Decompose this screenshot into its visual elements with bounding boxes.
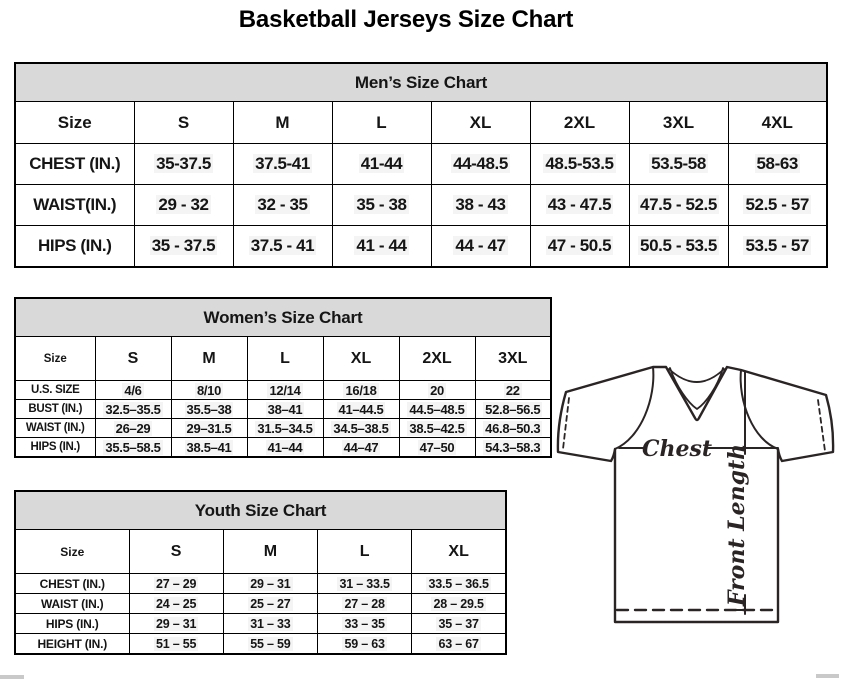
scrollbar-fragment-right	[816, 674, 839, 678]
youth-row-label: HIPS (IN.)	[15, 614, 129, 634]
youth-column-header: L	[318, 530, 412, 574]
youth-value-cell: 59 – 63	[318, 634, 412, 655]
youth-table-row	[15, 614, 506, 634]
womens-table-row	[15, 419, 551, 438]
youth-value-cell: 27 – 28	[318, 594, 412, 614]
youth-table-row	[15, 594, 506, 614]
womens-table-row	[15, 400, 551, 419]
womens-value-cell: 32.5–35.5	[95, 400, 171, 419]
mens-value-cell: 37.5-41	[233, 144, 332, 185]
womens-value-cell: 31.5–34.5	[247, 419, 323, 438]
mens-value-cell: 32 - 35	[233, 185, 332, 226]
youth-table-title: Youth Size Chart	[15, 491, 506, 530]
youth-value-cell: 55 – 59	[223, 634, 317, 655]
womens-value-cell: 41–44.5	[323, 400, 399, 419]
youth-value-cell: 27 – 29	[129, 574, 223, 594]
mens-row-label: HIPS (IN.)	[15, 226, 134, 268]
mens-table-row	[15, 226, 827, 268]
mens-value-cell: 44-48.5	[431, 144, 530, 185]
mens-column-header: 2XL	[530, 102, 629, 144]
scrollbar-fragment-left	[0, 675, 24, 679]
womens-value-cell: 44–47	[323, 438, 399, 458]
youth-row-label: WAIST (IN.)	[15, 594, 129, 614]
mens-value-cell: 35 - 37.5	[134, 226, 233, 268]
womens-value-cell: 12/14	[247, 381, 323, 400]
womens-value-cell: 34.5–38.5	[323, 419, 399, 438]
mens-value-cell: 35 - 38	[332, 185, 431, 226]
mens-value-cell: 41-44	[332, 144, 431, 185]
youth-value-cell: 28 – 29.5	[412, 594, 506, 614]
womens-value-cell: 20	[399, 381, 475, 400]
mens-column-header: S	[134, 102, 233, 144]
womens-column-header: M	[171, 337, 247, 381]
youth-row-label: HEIGHT (IN.)	[15, 634, 129, 655]
womens-value-cell: 26–29	[95, 419, 171, 438]
womens-value-cell: 44.5–48.5	[399, 400, 475, 419]
mens-table-row	[15, 144, 827, 185]
youth-value-cell: 51 – 55	[129, 634, 223, 655]
youth-value-cell: 29 – 31	[129, 614, 223, 634]
mens-column-header: 4XL	[728, 102, 827, 144]
mens-column-header: XL	[431, 102, 530, 144]
womens-value-cell: 8/10	[171, 381, 247, 400]
right-sleeve-seam	[741, 370, 778, 449]
womens-size-table	[14, 297, 552, 458]
youth-value-cell: 31 – 33	[223, 614, 317, 634]
womens-value-cell: 41–44	[247, 438, 323, 458]
jersey-diagram	[553, 353, 843, 625]
mens-table-row	[15, 185, 827, 226]
youth-value-cell: 31 – 33.5	[318, 574, 412, 594]
womens-value-cell: 29–31.5	[171, 419, 247, 438]
mens-value-cell: 37.5 - 41	[233, 226, 332, 268]
mens-table-title: Men’s Size Chart	[15, 63, 827, 102]
youth-column-header: Size	[15, 530, 129, 574]
womens-column-header: L	[247, 337, 323, 381]
womens-value-cell: 47–50	[399, 438, 475, 458]
chest-measure-label: Chest	[641, 436, 713, 462]
womens-table-grid	[14, 297, 552, 458]
youth-column-header: M	[223, 530, 317, 574]
page-title: Basketball Jerseys Size Chart	[238, 6, 574, 33]
mens-value-cell: 29 - 32	[134, 185, 233, 226]
womens-column-header: Size	[15, 337, 95, 381]
mens-value-cell: 35-37.5	[134, 144, 233, 185]
mens-value-cell: 41 - 44	[332, 226, 431, 268]
mens-value-cell: 53.5-58	[629, 144, 728, 185]
youth-value-cell: 33.5 – 36.5	[412, 574, 506, 594]
youth-column-header: S	[129, 530, 223, 574]
womens-row-label: BUST (IN.)	[15, 400, 95, 419]
womens-value-cell: 38.5–41	[171, 438, 247, 458]
womens-row-label: WAIST (IN.)	[15, 419, 95, 438]
womens-value-cell: 16/18	[323, 381, 399, 400]
mens-row-label: CHEST (IN.)	[15, 144, 134, 185]
youth-value-cell: 33 – 35	[318, 614, 412, 634]
mens-value-cell: 44 - 47	[431, 226, 530, 268]
youth-value-cell: 24 – 25	[129, 594, 223, 614]
youth-value-cell: 25 – 27	[223, 594, 317, 614]
mens-value-cell: 47.5 - 52.5	[629, 185, 728, 226]
mens-column-header: L	[332, 102, 431, 144]
womens-value-cell: 52.8–56.5	[475, 400, 551, 419]
womens-column-header: 2XL	[399, 337, 475, 381]
jersey-outline	[558, 367, 833, 622]
womens-table-row	[15, 381, 551, 400]
womens-value-cell: 46.8–50.3	[475, 419, 551, 438]
mens-table-grid	[14, 62, 828, 268]
womens-column-header: 3XL	[475, 337, 551, 381]
womens-value-cell: 38–41	[247, 400, 323, 419]
mens-column-header: 3XL	[629, 102, 728, 144]
womens-value-cell: 22	[475, 381, 551, 400]
youth-size-table	[14, 490, 507, 655]
mens-row-label: WAIST(IN.)	[15, 185, 134, 226]
womens-row-label: HIPS (IN.)	[15, 438, 95, 458]
mens-value-cell: 53.5 - 57	[728, 226, 827, 268]
mens-value-cell: 50.5 - 53.5	[629, 226, 728, 268]
womens-value-cell: 54.3–58.3	[475, 438, 551, 458]
youth-value-cell: 63 – 67	[412, 634, 506, 655]
mens-value-cell: 48.5-53.5	[530, 144, 629, 185]
left-cuff-dashed-line	[563, 398, 569, 449]
mens-column-header: Size	[15, 102, 134, 144]
youth-table-row	[15, 574, 506, 594]
mens-value-cell: 52.5 - 57	[728, 185, 827, 226]
womens-column-header: S	[95, 337, 171, 381]
womens-value-cell: 4/6	[95, 381, 171, 400]
womens-row-label: U.S. SIZE	[15, 381, 95, 400]
youth-table-grid	[14, 490, 507, 655]
womens-column-header: XL	[323, 337, 399, 381]
right-cuff-dashed-line	[818, 400, 825, 451]
womens-table-title: Women’s Size Chart	[15, 298, 551, 337]
youth-row-label: CHEST (IN.)	[15, 574, 129, 594]
mens-value-cell: 43 - 47.5	[530, 185, 629, 226]
womens-value-cell: 35.5–38	[171, 400, 247, 419]
mens-value-cell: 58-63	[728, 144, 827, 185]
womens-table-row	[15, 438, 551, 458]
youth-column-header: XL	[412, 530, 506, 574]
mens-value-cell: 47 - 50.5	[530, 226, 629, 268]
womens-value-cell: 38.5–42.5	[399, 419, 475, 438]
collar-neck-arc	[669, 369, 724, 382]
womens-value-cell: 35.5–58.5	[95, 438, 171, 458]
mens-size-table	[14, 62, 828, 268]
mens-column-header: M	[233, 102, 332, 144]
mens-value-cell: 38 - 43	[431, 185, 530, 226]
youth-value-cell: 29 – 31	[223, 574, 317, 594]
front-length-measure-label: Front Length	[724, 443, 750, 607]
youth-table-row	[15, 634, 506, 655]
youth-value-cell: 35 – 37	[412, 614, 506, 634]
